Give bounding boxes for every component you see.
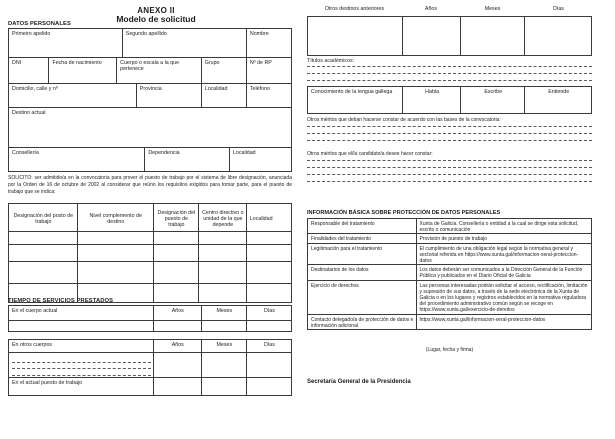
localidad-field[interactable] (201, 84, 246, 107)
otros-destinos-header-row (307, 6, 592, 12)
titulos-writein-area[interactable] (307, 60, 592, 81)
solicito-paragraph: SOLICITO: ser admitido/a en la convocatoria para prover el puesto de trabajo por el sistema de libre designación, anunciada por la Orden de 16 de octubre de 2002 al considerar que reúno los requisitos exigidos para tomar parte, para el puesto de trabajo que se indica: (8, 175, 292, 195)
puesto-input-cell[interactable] (9, 245, 77, 261)
otros-destinos-label: Otros destinos anteriores (324, 6, 385, 12)
tiempo-input-cell[interactable] (246, 353, 291, 377)
puestos-header-2: Nivel complemento de destino (77, 204, 153, 231)
lengua-gallega-table (307, 86, 592, 114)
conselleria-label: Consellería (12, 150, 39, 156)
puesto-input-cell[interactable] (198, 245, 246, 261)
write-line[interactable] (307, 175, 592, 182)
proteccion-datos-title: INFORMACIÓN BÁSICA SOBRE PROTECCIÓN DE DATOS PERSONALES (307, 210, 501, 216)
tiempo-input-cell[interactable] (153, 321, 201, 331)
lengua-label-cell: Conocimiento de la lengua gallega (311, 89, 393, 95)
cuerpo-escala-label: Cuerpo o escala a la que pertenece (120, 60, 180, 72)
puestos-header-3: Designación del puesto de trabajo (153, 204, 198, 231)
write-line[interactable] (307, 60, 592, 67)
dias-header: Días (246, 306, 291, 320)
localidad2-label: Localidad (232, 150, 256, 156)
puesto-input-cell[interactable] (77, 262, 153, 283)
puesto-input-cell[interactable] (153, 232, 198, 244)
cuerpo-actual-label-cell: En el cuerpo actual (12, 308, 58, 314)
dni-label: DNI (12, 60, 22, 66)
meses-header: Meses (201, 306, 246, 320)
tiempo-input-cell[interactable] (153, 378, 201, 395)
puesto-input-cell[interactable] (9, 262, 77, 283)
tiempo-input-cell[interactable] (201, 378, 246, 395)
puesto-input-cell[interactable] (153, 262, 198, 283)
puesto-input-cell[interactable] (77, 232, 153, 244)
proteccion-datos-table (307, 218, 592, 330)
escribe-cell[interactable]: Escribe (460, 87, 525, 113)
write-line[interactable] (307, 154, 592, 161)
proteccion-row-value: Xunta de Galicia. Consellería o entidad a la cual se dirige esta solicitud, escrito o comunicación (416, 219, 591, 233)
cuerpo-escala-field[interactable] (116, 58, 201, 83)
proteccion-row-value: Los datos deberán ser comunicados a la Dirección General de la Función Pública y publicados en el Diario Oficial de Galicia (416, 265, 591, 279)
dni-field[interactable] (9, 58, 48, 83)
provincia-field[interactable] (136, 84, 201, 107)
proteccion-row-value: Provisión de puesto de trabajo (416, 234, 591, 242)
puesto-input-cell[interactable] (198, 262, 246, 283)
primeiro-apelido-field[interactable] (9, 29, 122, 57)
actual-puesto-label-cell: En el actual puesto de trabajo (12, 380, 83, 386)
habla-cell[interactable]: Habla (402, 87, 460, 113)
telefono-field[interactable] (246, 84, 291, 107)
destino-actual-field[interactable] (9, 108, 291, 147)
proteccion-row-value: https://www.xunta.gal/informacion-xeral-proteccion-datos (416, 315, 591, 329)
grupo-label: Grupo (204, 60, 220, 66)
anos-header-2: Años (153, 340, 201, 352)
write-line[interactable] (307, 74, 592, 81)
tiempo-input-cell[interactable] (9, 321, 153, 331)
proteccion-row-key: Contacto delegado/a de protección de datos e información adicional (311, 316, 414, 329)
section-tiempo-servicios: TIEMPO DE SERVICIOS PRESTADOS (8, 298, 114, 304)
puesto-input-cell[interactable] (153, 245, 198, 261)
proteccion-row-key: Responsable del tratamiento (311, 221, 375, 227)
lugar-fecha-firma-label: (Lugar, fecha y firma) (425, 347, 474, 353)
segundo-apellido-field[interactable] (122, 29, 246, 57)
tiempo-otros-cuerpos-table (8, 339, 292, 396)
domicilio-label: Domicilio, calle y nº (12, 86, 58, 92)
puesto-input-cell[interactable] (77, 245, 153, 261)
localidad-label: Localidad (204, 86, 228, 92)
proteccion-row-key: Legitimación para el tratamiento (311, 245, 383, 252)
dependencia-label: Dependencia (148, 150, 180, 156)
otros-destinos-input-cell[interactable] (308, 17, 402, 55)
proteccion-row-key: Ejercicio de derechos (311, 282, 359, 289)
page-title: ANEXO II (137, 6, 175, 15)
fecha-nacimiento-label: Fecha de nacimiento (52, 60, 102, 66)
tiempo-input-cell[interactable] (201, 353, 246, 377)
puestos-header-5: Localidad (246, 204, 291, 231)
puesto-input-cell[interactable] (246, 284, 291, 302)
dias-header-2: Días (246, 340, 291, 352)
conselleria-field[interactable] (9, 148, 144, 171)
puestos-header-1: Designación del posto de trabajo (13, 212, 74, 225)
fecha-nacimiento-field[interactable] (48, 58, 116, 83)
localidad2-field[interactable] (229, 148, 291, 171)
titulos-academicos-label: Títulos académicos: (307, 58, 355, 64)
puesto-input-cell[interactable] (246, 232, 291, 244)
primeiro-apelido-label: Primeiro apelido (12, 31, 51, 37)
nombre-label: Nombre (249, 31, 269, 37)
tiempo-input-cell[interactable] (246, 321, 291, 331)
grupo-field[interactable] (201, 58, 246, 83)
otros-destinos-input-cell[interactable] (524, 17, 591, 55)
num-rp-label: Nº de RP (249, 60, 272, 66)
destino-actual-label: Destino actual (12, 110, 46, 116)
meses-header-2: Meses (201, 340, 246, 352)
otros-destinos-anos: Años (424, 6, 437, 12)
tiempo-input-cell[interactable] (153, 353, 201, 377)
puesto-input-cell[interactable] (246, 245, 291, 261)
puesto-input-cell[interactable] (9, 232, 77, 244)
proteccion-row-value: El cumplimiento de una obligación legal según la normativa general y sectorial referida en https://www.xunta.gal/informacion-xeral-proteccion-datos (416, 244, 591, 265)
puesto-input-cell[interactable] (198, 284, 246, 302)
dependencia-field[interactable] (144, 148, 229, 171)
tiempo-cuerpo-actual-table (8, 305, 292, 332)
meritos-candidato-writein-area[interactable] (307, 154, 592, 182)
otros-cuerpos-writein-area[interactable] (9, 353, 153, 377)
write-line[interactable] (307, 127, 592, 134)
segundo-apellido-label: Segundo apellido (125, 31, 167, 37)
otros-destinos-meses: Meses (484, 6, 501, 12)
write-line[interactable] (307, 168, 592, 175)
provincia-label: Provincia (139, 86, 162, 92)
puesto-input-cell[interactable] (198, 232, 246, 244)
otros-destinos-table (307, 16, 592, 56)
puesto-input-cell[interactable] (246, 262, 291, 283)
puestos-header-4: Centro directivo o unidad de la que depende (198, 204, 246, 231)
proteccion-row-value: Las personas interesadas podrán solicitar el acceso, rectificación, limitación y supresión de sus datos, a través de la sede electrónica de la Xunta de Galicia o en los lugares y registros establecidos en la normativa reguladora del procedimiento administrativo común según se recoge en https://www.xunta.gal/exercicio-de-dereitos (416, 281, 591, 314)
otros-cuerpos-label-cell: En otros cuerpos (12, 342, 53, 348)
otros-destinos-input-cell[interactable] (460, 17, 525, 55)
otros-destinos-input-cell[interactable] (402, 17, 460, 55)
nombre-field[interactable] (246, 29, 291, 57)
page-subtitle: Modelo de solicitud (116, 14, 196, 24)
write-line[interactable] (12, 369, 151, 376)
write-line[interactable] (307, 67, 592, 74)
meritos-candidato-label: Otros méritos que el/la candidato/a desee hacer constar: (307, 151, 433, 157)
entiende-cell[interactable]: Entiende (524, 87, 591, 113)
meritos-convocatoria-label: Otros méritos que deban hacerse constar de acuerdo con las bases de la convocatoria: (307, 117, 501, 123)
proteccion-row-key: Finalidades del tratamiento (311, 236, 372, 243)
anos-header: Años (153, 306, 201, 320)
telefono-label: Teléfono (249, 86, 270, 92)
secretaria-general-footer: Secretaría General de la Presidencia (307, 379, 411, 385)
write-line[interactable] (307, 120, 592, 127)
tiempo-input-cell[interactable] (201, 321, 246, 331)
write-line[interactable] (307, 161, 592, 168)
num-rp-field[interactable] (246, 58, 291, 83)
proteccion-row-key: Destinatarios de los datos (311, 267, 369, 274)
section-datos-personales: DATOS PERSONALES (8, 21, 71, 27)
puestos-table (8, 203, 292, 303)
meritos-convocatoria-writein-area[interactable] (307, 120, 592, 141)
domicilio-field[interactable] (9, 84, 136, 107)
datos-personales-table (8, 28, 292, 172)
write-line[interactable] (307, 134, 592, 141)
otros-destinos-dias: Días (553, 6, 564, 12)
tiempo-input-cell[interactable] (246, 378, 291, 395)
puesto-input-cell[interactable] (153, 284, 198, 302)
